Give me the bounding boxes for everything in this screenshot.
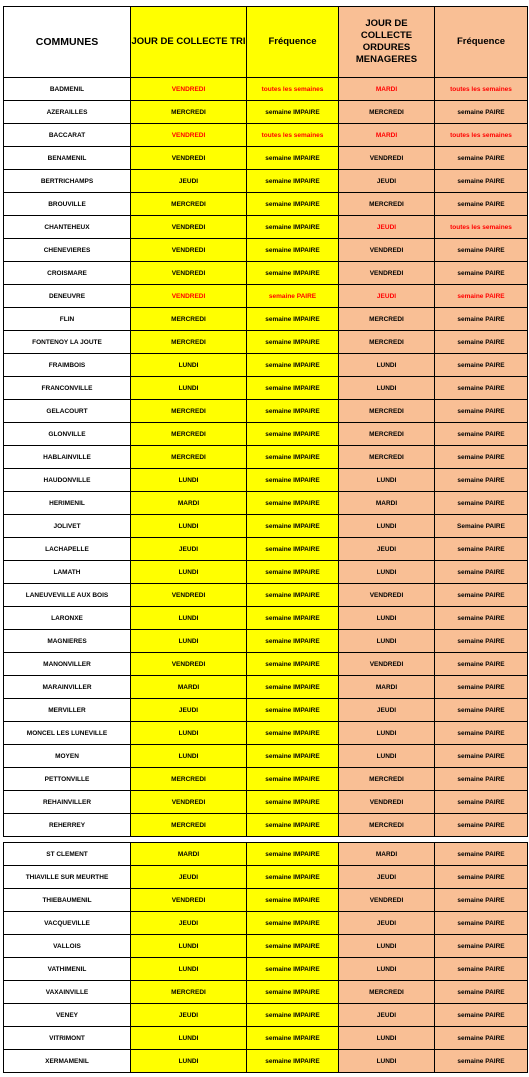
table-row xyxy=(4,400,528,423)
cell-frequence-om: semaine PAIRE xyxy=(435,866,528,889)
cell-commune: MAGNIERES xyxy=(4,630,131,653)
table-row xyxy=(4,699,528,722)
cell-jour-tri: MERCREDI xyxy=(131,400,247,423)
cell-frequence-tri: semaine IMPAIRE xyxy=(247,377,339,400)
cell-commune: CHENEVIERES xyxy=(4,239,131,262)
cell-frequence-om: semaine PAIRE xyxy=(435,768,528,791)
cell-commune: FRAIMBOIS xyxy=(4,354,131,377)
cell-commune: FLIN xyxy=(4,308,131,331)
cell-frequence-tri: semaine IMPAIRE xyxy=(247,354,339,377)
cell-frequence-om: semaine PAIRE xyxy=(435,239,528,262)
cell-commune: MARAINVILLER xyxy=(4,676,131,699)
table-row xyxy=(4,561,528,584)
cell-jour-om: MARDI xyxy=(339,124,435,147)
cell-frequence-om: semaine PAIRE xyxy=(435,981,528,1004)
cell-jour-tri: VENDREDI xyxy=(131,285,247,308)
cell-frequence-tri: semaine IMPAIRE xyxy=(247,814,339,837)
cell-frequence-om: semaine PAIRE xyxy=(435,469,528,492)
table-row xyxy=(4,866,528,889)
cell-frequence-tri: semaine IMPAIRE xyxy=(247,843,339,866)
cell-frequence-om: semaine PAIRE xyxy=(435,446,528,469)
cell-frequence-tri: semaine IMPAIRE xyxy=(247,101,339,124)
cell-jour-tri: MARDI xyxy=(131,843,247,866)
cell-commune: MERVILLER xyxy=(4,699,131,722)
cell-jour-tri: VENDREDI xyxy=(131,653,247,676)
cell-jour-om: JEUDI xyxy=(339,538,435,561)
cell-jour-om: LUNDI xyxy=(339,354,435,377)
cell-frequence-tri: semaine IMPAIRE xyxy=(247,170,339,193)
cell-jour-tri: MERCREDI xyxy=(131,308,247,331)
table-row xyxy=(4,676,528,699)
cell-commune: ST CLEMENT xyxy=(4,843,131,866)
cell-jour-om: JEUDI xyxy=(339,912,435,935)
cell-commune: LANEUVEVILLE AUX BOIS xyxy=(4,584,131,607)
table-row xyxy=(4,331,528,354)
cell-frequence-tri: toutes les semaines xyxy=(247,124,339,147)
cell-frequence-tri: semaine IMPAIRE xyxy=(247,745,339,768)
cell-commune: JOLIVET xyxy=(4,515,131,538)
cell-commune: CROISMARE xyxy=(4,262,131,285)
cell-commune: REHAINVILLER xyxy=(4,791,131,814)
cell-frequence-tri: semaine IMPAIRE xyxy=(247,308,339,331)
cell-frequence-tri: semaine IMPAIRE xyxy=(247,400,339,423)
cell-frequence-om: semaine PAIRE xyxy=(435,331,528,354)
cell-commune: DENEUVRE xyxy=(4,285,131,308)
cell-jour-tri: JEUDI xyxy=(131,912,247,935)
cell-frequence-tri: semaine IMPAIRE xyxy=(247,935,339,958)
cell-jour-tri: VENDREDI xyxy=(131,124,247,147)
cell-frequence-om: semaine PAIRE xyxy=(435,262,528,285)
cell-frequence-tri: semaine IMPAIRE xyxy=(247,1050,339,1073)
table-row xyxy=(4,653,528,676)
cell-frequence-om: toutes les semaines xyxy=(435,124,528,147)
cell-frequence-tri: semaine IMPAIRE xyxy=(247,981,339,1004)
cell-jour-om: LUNDI xyxy=(339,722,435,745)
cell-jour-tri: MARDI xyxy=(131,676,247,699)
cell-jour-tri: MERCREDI xyxy=(131,981,247,1004)
table-row xyxy=(4,1027,528,1050)
cell-frequence-tri: semaine IMPAIRE xyxy=(247,1004,339,1027)
cell-jour-om: VENDREDI xyxy=(339,262,435,285)
cell-commune: AZERAILLES xyxy=(4,101,131,124)
cell-frequence-tri: semaine IMPAIRE xyxy=(247,538,339,561)
cell-frequence-om: semaine PAIRE xyxy=(435,400,528,423)
cell-frequence-tri: semaine IMPAIRE xyxy=(247,699,339,722)
cell-jour-om: LUNDI xyxy=(339,1027,435,1050)
cell-frequence-tri: semaine IMPAIRE xyxy=(247,607,339,630)
cell-frequence-om: semaine PAIRE xyxy=(435,630,528,653)
table-row xyxy=(4,262,528,285)
cell-frequence-om: semaine PAIRE xyxy=(435,308,528,331)
cell-frequence-om: toutes les semaines xyxy=(435,216,528,239)
cell-frequence-om: semaine PAIRE xyxy=(435,791,528,814)
table-row xyxy=(4,124,528,147)
cell-jour-tri: LUNDI xyxy=(131,1050,247,1073)
cell-jour-tri: VENDREDI xyxy=(131,147,247,170)
cell-frequence-om: semaine PAIRE xyxy=(435,676,528,699)
cell-jour-om: JEUDI xyxy=(339,216,435,239)
table-row xyxy=(4,889,528,912)
cell-commune: GELACOURT xyxy=(4,400,131,423)
table-row xyxy=(4,216,528,239)
cell-frequence-tri: semaine IMPAIRE xyxy=(247,239,339,262)
cell-commune: HERIMENIL xyxy=(4,492,131,515)
cell-frequence-tri: semaine IMPAIRE xyxy=(247,446,339,469)
cell-jour-tri: LUNDI xyxy=(131,607,247,630)
cell-commune: VALLOIS xyxy=(4,935,131,958)
table-row xyxy=(4,791,528,814)
cell-jour-om: LUNDI xyxy=(339,1050,435,1073)
cell-frequence-om: Semaine PAIRE xyxy=(435,515,528,538)
table-body-main xyxy=(4,78,528,837)
cell-commune: GLONVILLE xyxy=(4,423,131,446)
cell-commune: LAMATH xyxy=(4,561,131,584)
cell-frequence-tri: semaine IMPAIRE xyxy=(247,423,339,446)
cell-jour-om: JEUDI xyxy=(339,866,435,889)
table-row xyxy=(4,78,528,101)
table-row xyxy=(4,843,528,866)
cell-frequence-om: semaine PAIRE xyxy=(435,147,528,170)
cell-commune: BROUVILLE xyxy=(4,193,131,216)
cell-frequence-tri: semaine IMPAIRE xyxy=(247,866,339,889)
cell-jour-om: MERCREDI xyxy=(339,101,435,124)
table-row xyxy=(4,170,528,193)
cell-frequence-om: semaine PAIRE xyxy=(435,285,528,308)
table-row xyxy=(4,814,528,837)
cell-frequence-om: semaine PAIRE xyxy=(435,889,528,912)
cell-commune: REHERREY xyxy=(4,814,131,837)
table-row xyxy=(4,147,528,170)
header-frequence-om: Fréquence xyxy=(435,7,528,78)
table-row xyxy=(4,193,528,216)
table-row xyxy=(4,630,528,653)
cell-commune: VATHIMENIL xyxy=(4,958,131,981)
table-row xyxy=(4,722,528,745)
cell-commune: HAUDONVILLE xyxy=(4,469,131,492)
cell-jour-tri: LUNDI xyxy=(131,630,247,653)
cell-jour-om: VENDREDI xyxy=(339,147,435,170)
cell-jour-om: LUNDI xyxy=(339,377,435,400)
cell-frequence-om: semaine PAIRE xyxy=(435,745,528,768)
cell-frequence-om: semaine PAIRE xyxy=(435,843,528,866)
cell-jour-om: LUNDI xyxy=(339,607,435,630)
cell-jour-tri: LUNDI xyxy=(131,958,247,981)
cell-commune: VITRIMONT xyxy=(4,1027,131,1050)
cell-commune: BACCARAT xyxy=(4,124,131,147)
cell-commune: FRANCONVILLE xyxy=(4,377,131,400)
cell-jour-om: MARDI xyxy=(339,843,435,866)
cell-frequence-om: semaine PAIRE xyxy=(435,912,528,935)
cell-frequence-om: semaine PAIRE xyxy=(435,722,528,745)
cell-jour-tri: VENDREDI xyxy=(131,584,247,607)
cell-frequence-om: semaine PAIRE xyxy=(435,377,528,400)
schedule-table-main xyxy=(3,6,528,837)
cell-frequence-tri: semaine IMPAIRE xyxy=(247,676,339,699)
cell-frequence-tri: semaine IMPAIRE xyxy=(247,630,339,653)
cell-commune: THIEBAUMENIL xyxy=(4,889,131,912)
cell-commune: BADMENIL xyxy=(4,78,131,101)
cell-frequence-om: semaine PAIRE xyxy=(435,193,528,216)
cell-jour-om: VENDREDI xyxy=(339,239,435,262)
table-row xyxy=(4,308,528,331)
cell-jour-om: LUNDI xyxy=(339,745,435,768)
cell-commune: THIAVILLE SUR MEURTHE xyxy=(4,866,131,889)
cell-jour-tri: VENDREDI xyxy=(131,239,247,262)
cell-commune: BERTRICHAMPS xyxy=(4,170,131,193)
cell-jour-tri: JEUDI xyxy=(131,170,247,193)
cell-jour-om: MERCREDI xyxy=(339,400,435,423)
table-row xyxy=(4,538,528,561)
table-body-continued xyxy=(4,843,528,1073)
cell-commune: VENEY xyxy=(4,1004,131,1027)
table-row xyxy=(4,912,528,935)
cell-frequence-om: semaine PAIRE xyxy=(435,584,528,607)
table-row xyxy=(4,1050,528,1073)
cell-jour-tri: MERCREDI xyxy=(131,193,247,216)
cell-frequence-tri: semaine IMPAIRE xyxy=(247,515,339,538)
table-row xyxy=(4,1004,528,1027)
cell-commune: HABLAINVILLE xyxy=(4,446,131,469)
table-row xyxy=(4,935,528,958)
cell-jour-tri: MERCREDI xyxy=(131,423,247,446)
cell-jour-tri: LUNDI xyxy=(131,515,247,538)
cell-jour-tri: VENDREDI xyxy=(131,262,247,285)
cell-jour-om: JEUDI xyxy=(339,1004,435,1027)
cell-frequence-om: semaine PAIRE xyxy=(435,101,528,124)
cell-jour-tri: VENDREDI xyxy=(131,216,247,239)
cell-jour-tri: LUNDI xyxy=(131,377,247,400)
table-row xyxy=(4,239,528,262)
cell-commune: XERMAMENIL xyxy=(4,1050,131,1073)
cell-jour-om: MARDI xyxy=(339,78,435,101)
cell-commune: FONTENOY LA JOUTE xyxy=(4,331,131,354)
cell-jour-om: MERCREDI xyxy=(339,193,435,216)
header-communes: COMMUNES xyxy=(4,7,131,78)
cell-jour-om: MERCREDI xyxy=(339,768,435,791)
table-row xyxy=(4,981,528,1004)
cell-jour-om: LUNDI xyxy=(339,469,435,492)
cell-frequence-om: semaine PAIRE xyxy=(435,1004,528,1027)
table-row xyxy=(4,377,528,400)
cell-jour-om: JEUDI xyxy=(339,170,435,193)
cell-jour-tri: MERCREDI xyxy=(131,331,247,354)
cell-jour-tri: LUNDI xyxy=(131,561,247,584)
table-row xyxy=(4,584,528,607)
header-jour-om: JOUR DE COLLECTE ORDURES MENAGERES xyxy=(339,7,435,78)
cell-jour-om: VENDREDI xyxy=(339,584,435,607)
cell-frequence-tri: semaine IMPAIRE xyxy=(247,147,339,170)
cell-jour-om: VENDREDI xyxy=(339,791,435,814)
cell-frequence-om: semaine PAIRE xyxy=(435,170,528,193)
header-row xyxy=(4,7,528,78)
cell-jour-om: JEUDI xyxy=(339,699,435,722)
cell-jour-tri: LUNDI xyxy=(131,354,247,377)
table-row xyxy=(4,958,528,981)
cell-frequence-om: semaine PAIRE xyxy=(435,1050,528,1073)
cell-commune: VAXAINVILLE xyxy=(4,981,131,1004)
cell-jour-tri: JEUDI xyxy=(131,538,247,561)
cell-commune: MOYEN xyxy=(4,745,131,768)
cell-jour-tri: LUNDI xyxy=(131,469,247,492)
cell-jour-om: JEUDI xyxy=(339,285,435,308)
cell-jour-tri: MERCREDI xyxy=(131,101,247,124)
cell-frequence-tri: semaine PAIRE xyxy=(247,285,339,308)
cell-jour-tri: VENDREDI xyxy=(131,791,247,814)
cell-jour-om: LUNDI xyxy=(339,630,435,653)
table-row xyxy=(4,101,528,124)
cell-jour-om: MARDI xyxy=(339,492,435,515)
cell-jour-tri: LUNDI xyxy=(131,935,247,958)
cell-frequence-tri: toutes les semaines xyxy=(247,78,339,101)
cell-frequence-om: semaine PAIRE xyxy=(435,354,528,377)
cell-frequence-tri: semaine IMPAIRE xyxy=(247,561,339,584)
cell-frequence-tri: semaine IMPAIRE xyxy=(247,722,339,745)
cell-jour-tri: MARDI xyxy=(131,492,247,515)
header-frequence-tri: Fréquence xyxy=(247,7,339,78)
cell-frequence-om: semaine PAIRE xyxy=(435,1027,528,1050)
cell-frequence-tri: semaine IMPAIRE xyxy=(247,791,339,814)
table-row xyxy=(4,469,528,492)
header-jour-tri: JOUR DE COLLECTE TRI xyxy=(131,7,247,78)
cell-jour-tri: MERCREDI xyxy=(131,814,247,837)
table-row xyxy=(4,607,528,630)
cell-jour-tri: JEUDI xyxy=(131,1004,247,1027)
cell-jour-om: LUNDI xyxy=(339,935,435,958)
cell-commune: MANONVILLER xyxy=(4,653,131,676)
cell-frequence-om: semaine PAIRE xyxy=(435,935,528,958)
cell-jour-tri: JEUDI xyxy=(131,866,247,889)
cell-jour-tri: LUNDI xyxy=(131,1027,247,1050)
cell-frequence-tri: semaine IMPAIRE xyxy=(247,469,339,492)
cell-commune: VACQUEVILLE xyxy=(4,912,131,935)
table-row xyxy=(4,354,528,377)
cell-jour-om: LUNDI xyxy=(339,958,435,981)
cell-frequence-tri: semaine IMPAIRE xyxy=(247,889,339,912)
cell-frequence-om: semaine PAIRE xyxy=(435,561,528,584)
cell-jour-om: MERCREDI xyxy=(339,981,435,1004)
cell-jour-om: MERCREDI xyxy=(339,814,435,837)
table-row xyxy=(4,768,528,791)
cell-jour-tri: JEUDI xyxy=(131,699,247,722)
cell-frequence-tri: semaine IMPAIRE xyxy=(247,492,339,515)
cell-jour-tri: VENDREDI xyxy=(131,78,247,101)
cell-frequence-tri: semaine IMPAIRE xyxy=(247,768,339,791)
cell-frequence-tri: semaine IMPAIRE xyxy=(247,193,339,216)
cell-jour-tri: MERCREDI xyxy=(131,768,247,791)
cell-frequence-om: semaine PAIRE xyxy=(435,423,528,446)
cell-frequence-tri: semaine IMPAIRE xyxy=(247,653,339,676)
table-header xyxy=(4,7,528,78)
table-row xyxy=(4,446,528,469)
schedule-table-continued xyxy=(3,842,528,1073)
cell-frequence-om: semaine PAIRE xyxy=(435,492,528,515)
cell-jour-om: VENDREDI xyxy=(339,889,435,912)
cell-commune: CHANTEHEUX xyxy=(4,216,131,239)
cell-frequence-tri: semaine IMPAIRE xyxy=(247,912,339,935)
cell-jour-tri: LUNDI xyxy=(131,745,247,768)
cell-frequence-tri: semaine IMPAIRE xyxy=(247,262,339,285)
cell-frequence-om: semaine PAIRE xyxy=(435,814,528,837)
cell-frequence-tri: semaine IMPAIRE xyxy=(247,584,339,607)
cell-commune: PETTONVILLE xyxy=(4,768,131,791)
cell-commune: MONCEL LES LUNEVILLE xyxy=(4,722,131,745)
cell-frequence-om: semaine PAIRE xyxy=(435,958,528,981)
cell-jour-tri: VENDREDI xyxy=(131,889,247,912)
cell-commune: BENAMENIL xyxy=(4,147,131,170)
cell-jour-om: LUNDI xyxy=(339,515,435,538)
cell-frequence-om: toutes les semaines xyxy=(435,78,528,101)
cell-jour-om: MERCREDI xyxy=(339,423,435,446)
cell-jour-om: MARDI xyxy=(339,676,435,699)
cell-frequence-om: semaine PAIRE xyxy=(435,653,528,676)
cell-frequence-om: semaine PAIRE xyxy=(435,607,528,630)
table-row xyxy=(4,423,528,446)
cell-frequence-om: semaine PAIRE xyxy=(435,699,528,722)
cell-jour-tri: LUNDI xyxy=(131,722,247,745)
cell-commune: LARONXE xyxy=(4,607,131,630)
cell-frequence-tri: semaine IMPAIRE xyxy=(247,958,339,981)
cell-jour-om: MERCREDI xyxy=(339,331,435,354)
cell-jour-tri: MERCREDI xyxy=(131,446,247,469)
cell-jour-om: MERCREDI xyxy=(339,308,435,331)
cell-jour-om: MERCREDI xyxy=(339,446,435,469)
cell-jour-om: LUNDI xyxy=(339,561,435,584)
table-row xyxy=(4,515,528,538)
table-row xyxy=(4,492,528,515)
cell-frequence-om: semaine PAIRE xyxy=(435,538,528,561)
cell-jour-om: VENDREDI xyxy=(339,653,435,676)
table-row xyxy=(4,285,528,308)
cell-frequence-tri: semaine IMPAIRE xyxy=(247,216,339,239)
cell-commune: LACHAPELLE xyxy=(4,538,131,561)
cell-frequence-tri: semaine IMPAIRE xyxy=(247,331,339,354)
table-row xyxy=(4,745,528,768)
cell-frequence-tri: semaine IMPAIRE xyxy=(247,1027,339,1050)
